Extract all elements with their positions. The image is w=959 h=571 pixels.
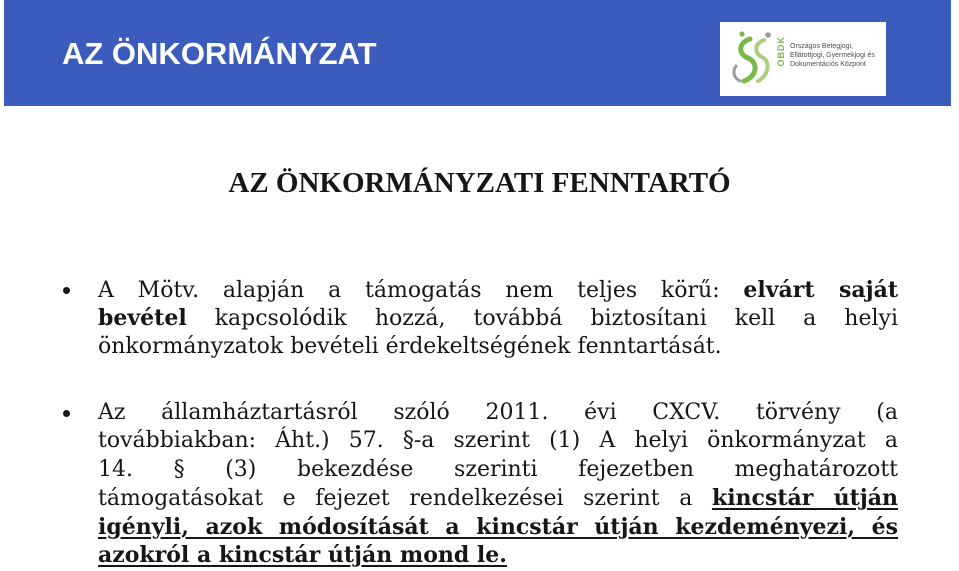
text-segment: kapcsolódik hozzá, továbbá biztosítani kell a helyi xyxy=(186,306,898,332)
text-segment: továbbiakban: Áht.) 57. §-a szerint (1) A helyi önkormányzat a xyxy=(98,428,898,454)
bullet-line xyxy=(98,399,898,427)
bullet-icon xyxy=(63,410,70,417)
logo-mark-text: OBDK xyxy=(776,36,786,67)
logo-text-line: Ellátottjogi, Gyermekjogi és xyxy=(790,52,875,59)
bullet-line xyxy=(98,513,898,541)
bullet-line xyxy=(98,333,898,361)
section-subtitle: AZ ÖNKORMÁNYZATI FENNTARTÓ xyxy=(228,167,731,199)
bullet-line xyxy=(98,541,898,569)
bullet-item xyxy=(98,399,898,569)
bullet-line xyxy=(98,456,898,484)
bullet-line xyxy=(98,484,898,512)
bold-underlined-text-segment: kincstár útján xyxy=(711,485,898,512)
bullet-icon xyxy=(63,287,70,294)
logo-text-line: Országos Betegjogi, xyxy=(790,43,854,50)
text-segment: támogatásokat e fejezet rendelkezései szerint a xyxy=(98,486,712,512)
logo-organization-name xyxy=(790,42,875,69)
bullet-line xyxy=(98,276,898,304)
obdk-logo xyxy=(720,22,886,96)
text-segment: Az államháztartásról szóló 2011. évi CXCV. törvény (a xyxy=(98,400,898,425)
logo-text-line: Dokumentációs Központ xyxy=(790,61,866,68)
slide-title: AZ ÖNKORMÁNYZAT xyxy=(62,36,377,71)
bullet-item xyxy=(98,276,898,361)
bold-underlined-text-segment: igényli, azok módosítását a kincstár útján kezdeményezi, és xyxy=(98,513,898,540)
text-segment: 14. § (3) bekezdése szerinti fejezetben meghatározott xyxy=(98,456,898,482)
bullet-line xyxy=(98,427,898,455)
text-segment: A Mötv. alapján a támogatás nem teljes körű: xyxy=(98,278,744,303)
bold-text-segment: elvárt saját xyxy=(743,277,898,303)
header-bar xyxy=(4,0,951,106)
bold-underlined-text-segment: azokról a kincstár útján mond le. xyxy=(98,541,507,568)
bold-text-segment: bevétel xyxy=(98,305,187,332)
bullet-line xyxy=(98,304,898,332)
text-segment: önkormányzatok bevételi érdekeltségének fenntartását. xyxy=(98,333,722,359)
